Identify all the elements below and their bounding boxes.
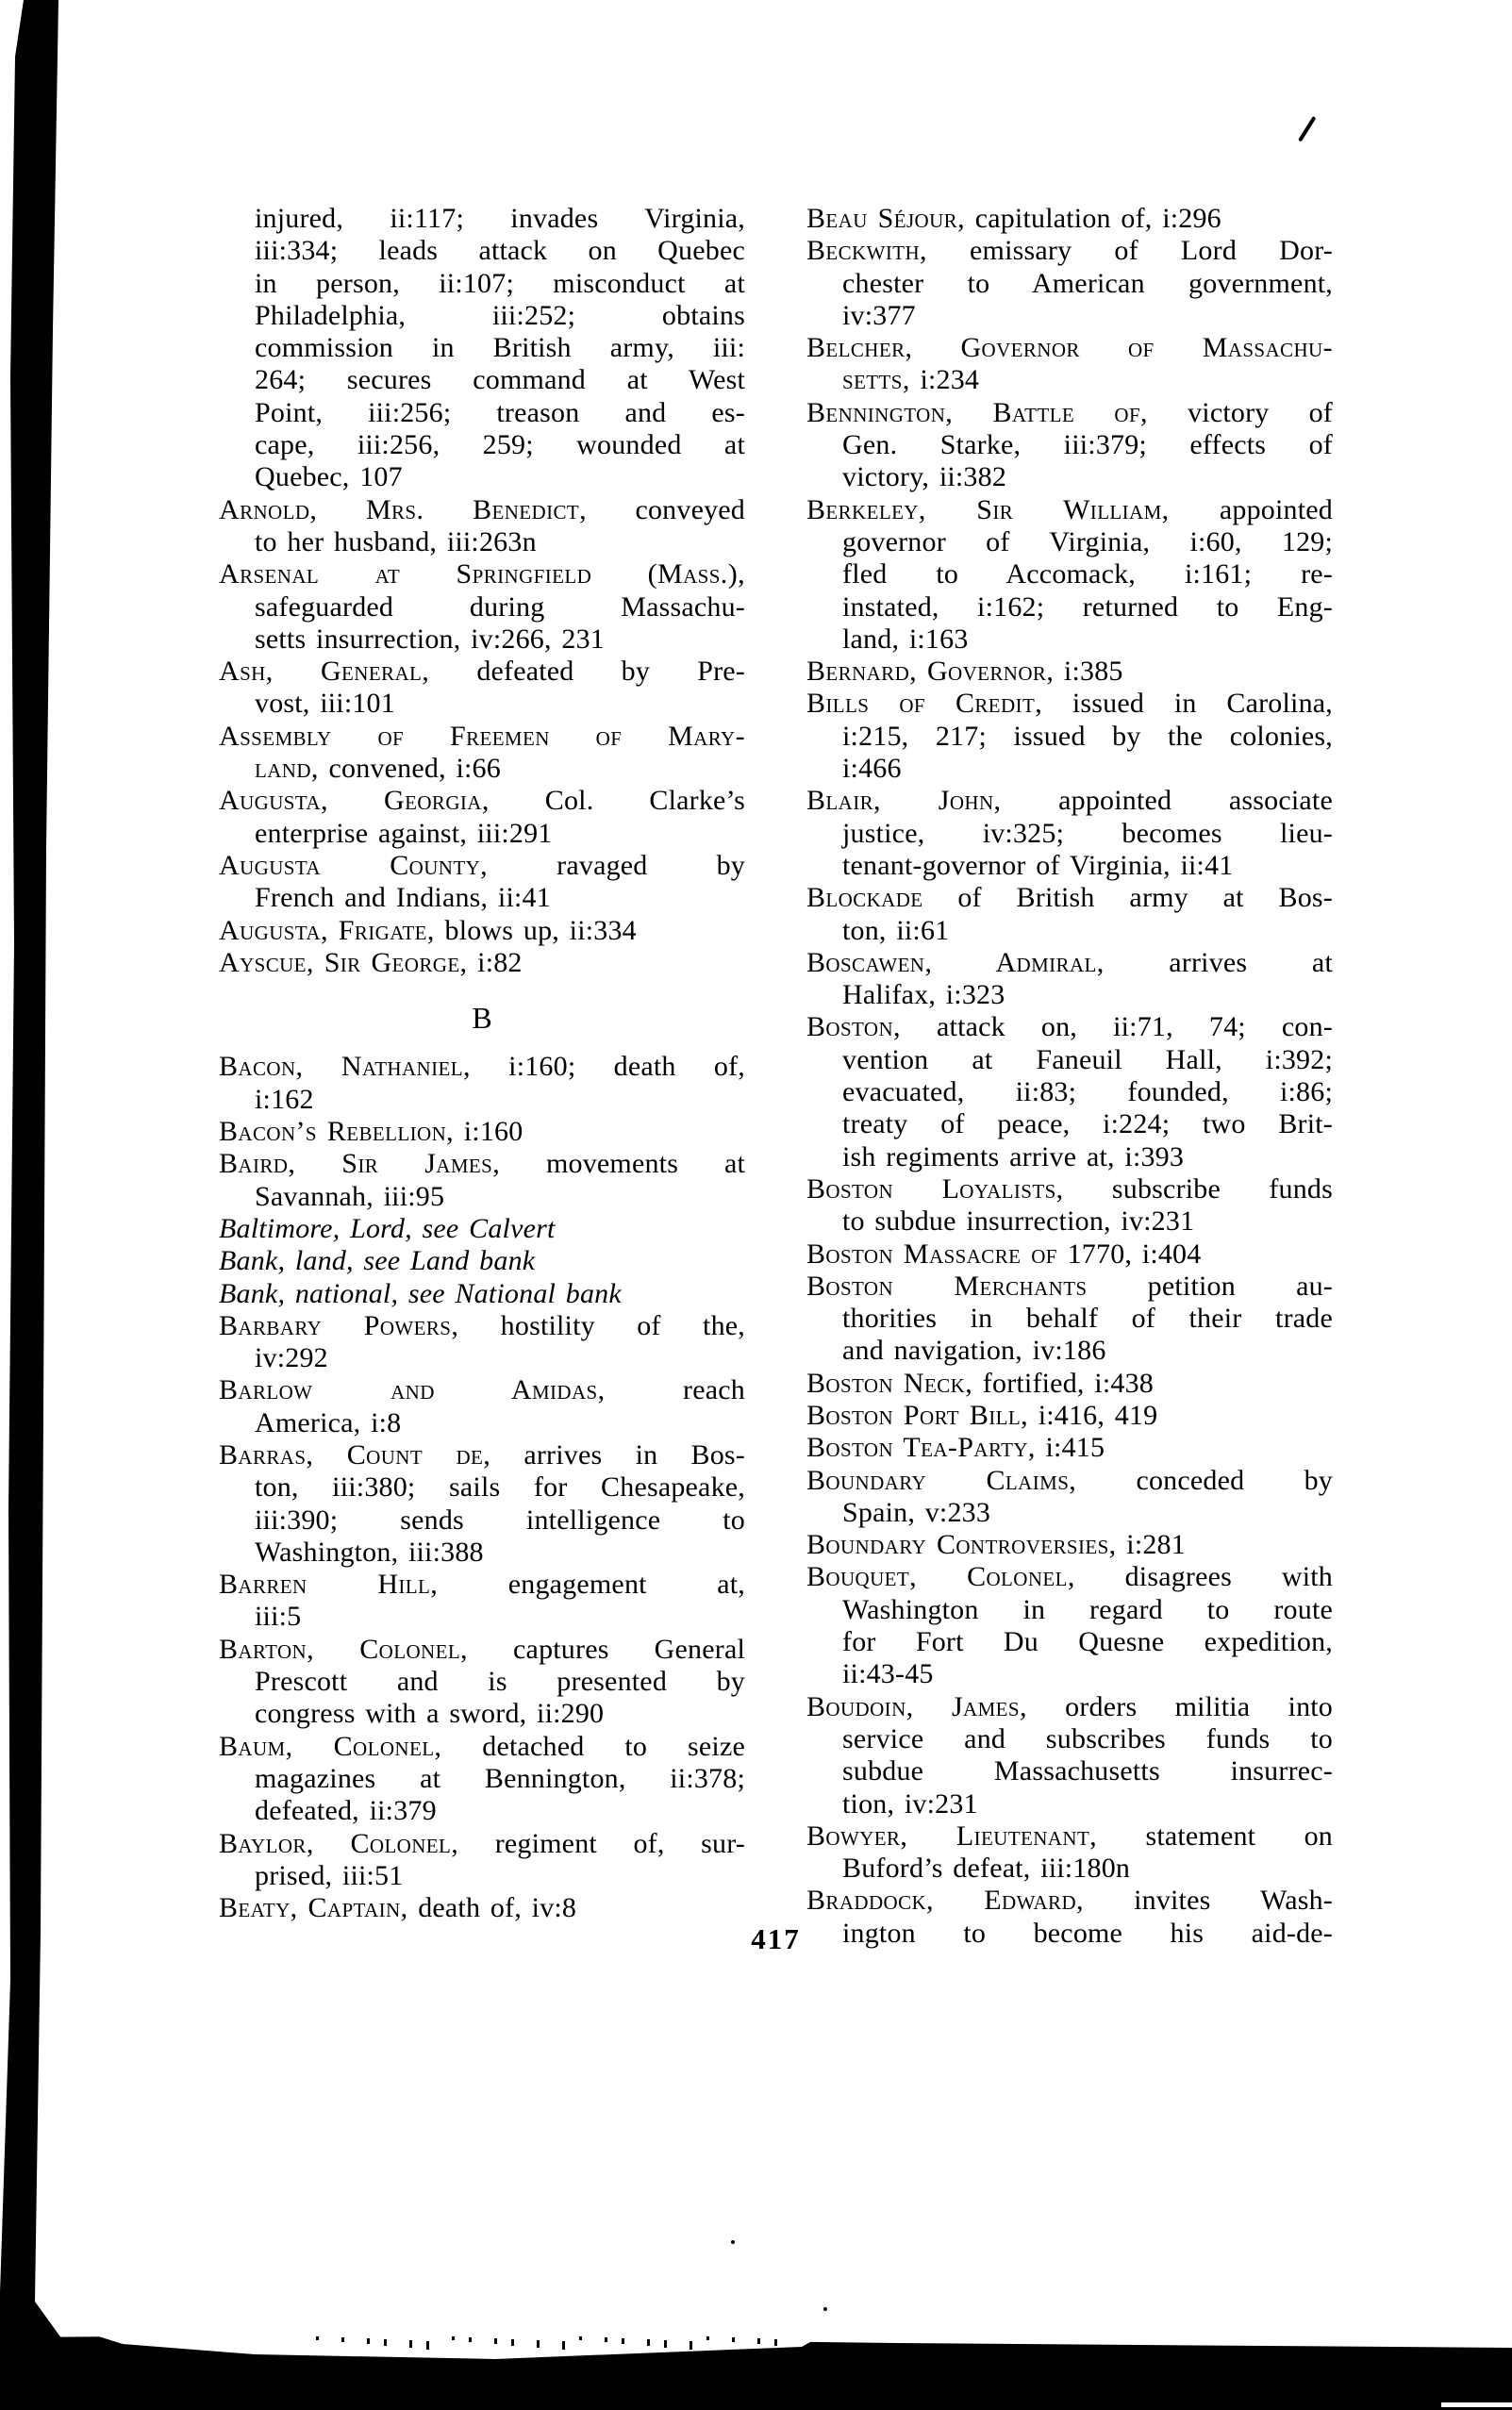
index-text: Philadelphia, iii:252; obtains (255, 299, 745, 331)
index-headword: Boudoin, James, (806, 1690, 1027, 1722)
index-headword: Ayscue, Sir George, (219, 946, 468, 978)
index-headword: Ash, General, (219, 656, 430, 688)
index-line (806, 753, 1333, 785)
index-headword: Bills of Credit, (806, 688, 1043, 720)
index-text: i:160 (454, 1116, 523, 1148)
index-text: appointed (1169, 493, 1333, 525)
index-text: of British army at Bos- (922, 882, 1333, 914)
index-text: treaty of peace, i:224; two Brit- (842, 1108, 1333, 1140)
index-line (806, 1529, 1333, 1561)
index-line (219, 1537, 745, 1569)
index-headword: Beau Séjour, (806, 203, 965, 234)
index-line (219, 785, 745, 817)
index-text: ington to become his aid-de- (842, 1917, 1333, 1949)
index-line (806, 623, 1333, 656)
index-text: ton, ii:61 (842, 914, 950, 946)
scan-white-sliver-small (1441, 2402, 1512, 2407)
section-heading: B (472, 1001, 492, 1036)
index-line (219, 494, 745, 526)
index-line (219, 429, 745, 461)
index-headword: Boston Port Bill, (806, 1399, 1029, 1431)
index-text: iii:390; sends intelligence to (255, 1504, 745, 1536)
index-text: i:281 (1116, 1529, 1186, 1561)
noise-tick (605, 2337, 607, 2342)
index-line (219, 1892, 745, 1924)
noise-tick (579, 2336, 582, 2340)
index-line (806, 300, 1333, 332)
index-text: Buford’s defeat, iii:180n (842, 1853, 1131, 1885)
index-line (219, 558, 745, 590)
index-headword: Barren Hill, (219, 1569, 439, 1601)
index-line (806, 1755, 1333, 1787)
index-text: 1770, i:404 (1056, 1238, 1202, 1270)
index-text: to her husband, iii:263n (255, 525, 537, 557)
index-line (806, 1141, 1333, 1173)
index-text: i:234 (909, 364, 980, 396)
index-line (219, 1374, 745, 1406)
noise-tick (647, 2339, 650, 2346)
index-line (806, 1205, 1333, 1238)
index-text: movements at (500, 1148, 745, 1180)
index-line (806, 979, 1333, 1011)
index-headword: Barbary Powers, (219, 1309, 459, 1341)
index-line (806, 947, 1333, 979)
index-line (219, 1310, 745, 1342)
noise-tick (562, 2341, 565, 2350)
noise-tick (409, 2340, 412, 2348)
index-line (806, 429, 1333, 461)
index-text: Savannah, iii:95 (255, 1180, 445, 1212)
index-text: thorities in behalf of their trade (842, 1303, 1333, 1335)
index-text: vost, iii:101 (255, 688, 395, 720)
index-text: cape, iii:256, 259; wounded at (255, 429, 745, 461)
index-line (806, 461, 1333, 493)
index-text: emissary of Lord Dor- (926, 235, 1333, 267)
index-text: Prescott and is presented by (255, 1666, 745, 1698)
index-line (806, 1594, 1333, 1626)
index-line (806, 332, 1333, 364)
index-line (806, 1238, 1333, 1271)
index-line (219, 1471, 745, 1504)
index-text: i:82 (467, 946, 523, 978)
noise-tick (511, 2339, 514, 2346)
index-text: governor of Virginia, i:60, 129; (842, 525, 1333, 557)
index-column-left (219, 203, 745, 1924)
index-text: captures General (467, 1633, 745, 1665)
index-line (219, 332, 745, 364)
noise-tick (452, 2336, 455, 2340)
index-text: i:162 (255, 1083, 314, 1115)
index-headword: Baylor, Colonel, (219, 1827, 459, 1859)
index-text: orders militia into (1026, 1690, 1334, 1722)
index-line (219, 818, 745, 850)
index-line (806, 364, 1333, 396)
index-line (219, 526, 745, 558)
index-headword: Bacon’s Rebellion, (219, 1116, 455, 1148)
index-line (219, 461, 745, 493)
index-text: fled to Accomack, i:161; re- (842, 558, 1333, 590)
index-text: engagement at, (438, 1569, 745, 1601)
index-line (806, 1271, 1333, 1303)
index-text: for Fort Du Quesne expedition, (842, 1626, 1333, 1658)
index-line (219, 1181, 745, 1213)
index-text: to subdue insurrection, iv:231 (842, 1205, 1195, 1238)
index-headword: Arnold, Mrs. Benedict, (219, 493, 587, 525)
index-line (219, 1213, 745, 1245)
scan-gutter-bar (0, 0, 132, 2410)
index-text: i:385 (1054, 656, 1123, 688)
index-line (806, 721, 1333, 753)
cross-reference: Baltimore, Lord, see Calvert (219, 1212, 556, 1244)
index-text: Washington, iii:388 (255, 1536, 484, 1568)
index-text: convened, i:66 (318, 753, 501, 785)
index-line (219, 1407, 745, 1439)
index-text: i:416, 419 (1028, 1399, 1158, 1431)
index-headword: Baird, Sir James, (219, 1148, 501, 1180)
index-line (806, 882, 1333, 914)
index-headword: Braddock, Edward, (806, 1885, 1084, 1917)
index-text: arrives in Bos- (490, 1438, 745, 1471)
index-headword: Boston Loyalists, (806, 1172, 1064, 1205)
index-line (806, 1335, 1333, 1367)
index-text: detached to seize (441, 1730, 745, 1762)
index-headword: land, (255, 753, 319, 785)
index-line (806, 203, 1333, 235)
index-line (219, 1666, 745, 1698)
index-headword: Boston Merchants (806, 1270, 1088, 1302)
index-text: ii:43-45 (842, 1658, 934, 1690)
index-line (806, 1011, 1333, 1043)
index-line (806, 1303, 1333, 1335)
index-line (219, 268, 745, 300)
index-text: i:160; death of, (470, 1051, 745, 1083)
cross-reference: Bank, land, see Land bank (219, 1245, 536, 1277)
index-headword: Barton, Colonel, (219, 1633, 468, 1665)
index-text: hostility of the, (458, 1309, 745, 1341)
noise-tick (469, 2337, 472, 2342)
index-line (219, 753, 745, 785)
index-text: vention at Faneuil Hall, i:392; (842, 1043, 1333, 1075)
index-text: commission in British army, iii: (255, 332, 745, 364)
index-text: tion, iv:231 (842, 1787, 978, 1820)
index-line (219, 203, 745, 235)
index-line (806, 1465, 1333, 1497)
index-line (806, 1691, 1333, 1723)
index-text: regiment of, sur- (458, 1827, 745, 1859)
noise-tick (757, 2338, 760, 2344)
index-line (806, 1108, 1333, 1140)
index-column-right (806, 203, 1333, 1950)
index-headword: Augusta County, (219, 849, 489, 881)
index-text: iii:5 (255, 1601, 302, 1633)
index-headword: Boundary Controversies, (806, 1529, 1117, 1561)
index-headword: Beaty, Captain, (219, 1892, 408, 1924)
noise-tick (732, 2337, 735, 2342)
index-line (219, 1795, 745, 1827)
index-line (806, 1044, 1333, 1076)
index-text: tenant-governor of Virginia, ii:41 (842, 849, 1234, 881)
index-text: iv:292 (255, 1342, 328, 1374)
index-headword: Assembly of Freemen of Mary- (219, 720, 745, 752)
index-headword: Bennington, Battle of, (806, 396, 1148, 428)
index-line (806, 1626, 1333, 1658)
index-line (806, 1788, 1333, 1820)
index-headword: Bacon, Nathaniel, (219, 1051, 471, 1083)
index-line (806, 397, 1333, 429)
index-text: instated, i:162; returned to Eng- (842, 590, 1333, 623)
index-line (219, 1698, 745, 1730)
index-line (806, 688, 1333, 720)
index-text: Point, iii:256; treason and es- (255, 396, 745, 428)
index-text: Washington in regard to route (842, 1593, 1333, 1625)
index-line (219, 1504, 745, 1537)
index-line (806, 235, 1333, 267)
index-text: victory, ii:382 (842, 461, 1007, 493)
index-text: chester to American government, (842, 267, 1333, 299)
noise-tick (774, 2339, 777, 2346)
index-text: setts insurrection, iv:266, 231 (255, 623, 605, 655)
index-text: injured, ii:117; invades Virginia, (255, 203, 745, 234)
index-headword: Boundary Claims, (806, 1464, 1077, 1496)
index-text: disagrees with (1074, 1561, 1333, 1593)
noise-tick (341, 2337, 344, 2342)
index-text: invites Wash- (1083, 1885, 1333, 1917)
index-line (806, 1497, 1333, 1529)
index-line (219, 1116, 745, 1148)
index-text: blows up, ii:334 (434, 914, 637, 946)
index-line (806, 1561, 1333, 1593)
index-text: conveyed (587, 493, 746, 525)
index-line (219, 1634, 745, 1666)
index-line (806, 494, 1333, 526)
index-line (806, 591, 1333, 623)
noise-tick (367, 2338, 370, 2344)
index-line (806, 1658, 1333, 1690)
index-headword: Berkeley, Sir William, (806, 493, 1170, 525)
index-line (806, 558, 1333, 590)
index-text: reach (605, 1374, 745, 1406)
index-line (806, 1432, 1333, 1464)
noise-tick (316, 2336, 319, 2340)
index-line (806, 850, 1333, 882)
index-text: Halifax, i:323 (842, 979, 1005, 1011)
index-text: Quebec, 107 (255, 461, 403, 493)
index-text: subscribe funds (1063, 1172, 1334, 1205)
index-line (219, 1763, 745, 1795)
index-line (806, 785, 1333, 817)
index-headword: Boston Tea-Party, (806, 1432, 1036, 1464)
index-text: ton, iii:380; sails for Chesapeake, (255, 1471, 745, 1504)
index-line (806, 526, 1333, 558)
index-text: conceded by (1076, 1464, 1333, 1496)
index-line (219, 591, 745, 623)
index-line (219, 882, 745, 914)
index-text: i:466 (842, 753, 902, 785)
index-text: French and Indians, ii:41 (255, 882, 551, 914)
noise-tick (537, 2340, 540, 2348)
index-headword: Augusta, Frigate, (219, 914, 435, 946)
index-text: i:215, 217; issued by the colonies, (842, 720, 1333, 752)
noise-tick (706, 2336, 709, 2340)
index-line (219, 1828, 745, 1860)
index-line (806, 1723, 1333, 1755)
index-line (806, 268, 1333, 300)
noise-tick (664, 2340, 667, 2348)
index-text: prised, iii:51 (255, 1859, 404, 1891)
index-line (806, 818, 1333, 850)
index-line (806, 1820, 1333, 1853)
noise-tick (384, 2339, 387, 2346)
index-line (806, 1400, 1333, 1432)
index-headword: Boscawen, Admiral, (806, 946, 1105, 978)
index-headword: Bouquet, Colonel, (806, 1561, 1075, 1593)
index-text: magazines at Bennington, ii:378; (255, 1762, 745, 1794)
index-text: attack on, ii:71, 74; con- (900, 1011, 1333, 1043)
index-headword: Bernard, Governor, (806, 656, 1055, 688)
noise-tick (622, 2338, 624, 2344)
index-line (219, 1860, 745, 1892)
index-text: enterprise against, iii:291 (255, 817, 553, 849)
index-text: service and subscribes funds to (842, 1722, 1333, 1754)
index-line (219, 364, 745, 396)
index-text: victory of (1147, 396, 1333, 428)
index-line (806, 1885, 1333, 1917)
index-headword: Boston, (806, 1011, 901, 1043)
noise-tick (426, 2341, 429, 2350)
ink-speck (731, 2240, 735, 2244)
index-text: defeated by Pre- (429, 656, 745, 688)
index-text: Spain, v:233 (842, 1496, 991, 1528)
index-line (219, 397, 745, 429)
index-line (219, 1601, 745, 1633)
index-line (219, 1731, 745, 1763)
ink-speck (823, 2307, 827, 2311)
index-text: fortified, i:438 (972, 1367, 1154, 1399)
index-text: appointed associate (1001, 785, 1333, 817)
index-line (219, 850, 745, 882)
index-line (806, 915, 1333, 947)
index-text: petition au- (1087, 1270, 1333, 1302)
index-text: issued in Carolina, (1042, 688, 1333, 720)
index-text: statement on (1097, 1820, 1334, 1852)
index-line (806, 1853, 1333, 1885)
index-line (219, 688, 745, 720)
index-line (219, 1245, 745, 1277)
index-text: congress with a sword, ii:290 (255, 1698, 605, 1730)
noise-tick (494, 2338, 497, 2344)
index-line (219, 1342, 745, 1374)
index-text: death of, iv:8 (407, 1892, 577, 1924)
index-text: America, i:8 (255, 1406, 402, 1438)
noise-tick (690, 2341, 692, 2350)
index-headword: Barras, Count de, (219, 1438, 491, 1471)
index-text: in person, ii:107; misconduct at (255, 267, 745, 299)
index-line (219, 721, 745, 753)
page-number: 417 (751, 1922, 801, 1955)
cross-reference: Bank, national, see National bank (219, 1277, 622, 1309)
index-text: justice, iv:325; becomes lieu- (842, 817, 1333, 849)
index-line (806, 1076, 1333, 1108)
index-line (806, 1173, 1333, 1205)
index-line (806, 1368, 1333, 1400)
index-line (219, 623, 745, 656)
index-headword: Beckwith, (806, 235, 927, 267)
index-text: iii:334; leads attack on Quebec (255, 235, 745, 267)
index-line (219, 915, 745, 947)
index-text: ish regiments arrive at, i:393 (842, 1140, 1185, 1172)
index-headword: Barlow and Amidas, (219, 1374, 606, 1406)
index-headword: Belcher, Governor of Massachu- (806, 332, 1333, 364)
index-line (219, 1148, 745, 1180)
index-text: safeguarded during Massachu- (255, 590, 745, 623)
index-text: iv:377 (842, 299, 916, 331)
index-text: i:415 (1035, 1432, 1105, 1464)
index-text: and navigation, iv:186 (842, 1335, 1106, 1367)
index-headword: Bowyer, Lieutenant, (806, 1820, 1098, 1852)
index-text: 264; secures command at West (255, 364, 745, 396)
index-line (219, 235, 745, 267)
index-line (219, 947, 745, 979)
index-text: subdue Massachusetts insurrec- (842, 1755, 1333, 1787)
index-line (219, 300, 745, 332)
index-text: land, i:163 (842, 623, 969, 655)
index-text: evacuated, ii:83; founded, i:86; (842, 1076, 1333, 1108)
index-line (219, 656, 745, 688)
index-line (219, 1278, 745, 1310)
index-headword: Blockade (806, 882, 923, 914)
index-headword: Baum, Colonel, (219, 1730, 442, 1762)
index-text: defeated, ii:379 (255, 1795, 437, 1827)
index-line (219, 1569, 745, 1601)
index-headword: Boston Neck, (806, 1367, 973, 1399)
index-headword: Augusta, Georgia, (219, 785, 490, 817)
index-headword: Arsenal at Springfield (Mass.), (219, 558, 745, 590)
index-text: Gen. Starke, iii:379; effects of (842, 429, 1333, 461)
index-text: ravaged by (488, 849, 746, 881)
index-headword: Boston Massacre of (806, 1238, 1057, 1270)
index-text: arrives at (1104, 946, 1333, 978)
index-line (219, 1084, 745, 1116)
index-text: capitulation of, i:296 (965, 203, 1221, 234)
index-text: Col. Clarke’s (489, 785, 745, 817)
pencil-slash-mark (1298, 116, 1316, 142)
index-line (806, 656, 1333, 688)
index-headword: setts, (842, 364, 910, 396)
index-headword: Blair, John, (806, 785, 1002, 817)
index-line (219, 1439, 745, 1471)
index-line (219, 1051, 745, 1083)
